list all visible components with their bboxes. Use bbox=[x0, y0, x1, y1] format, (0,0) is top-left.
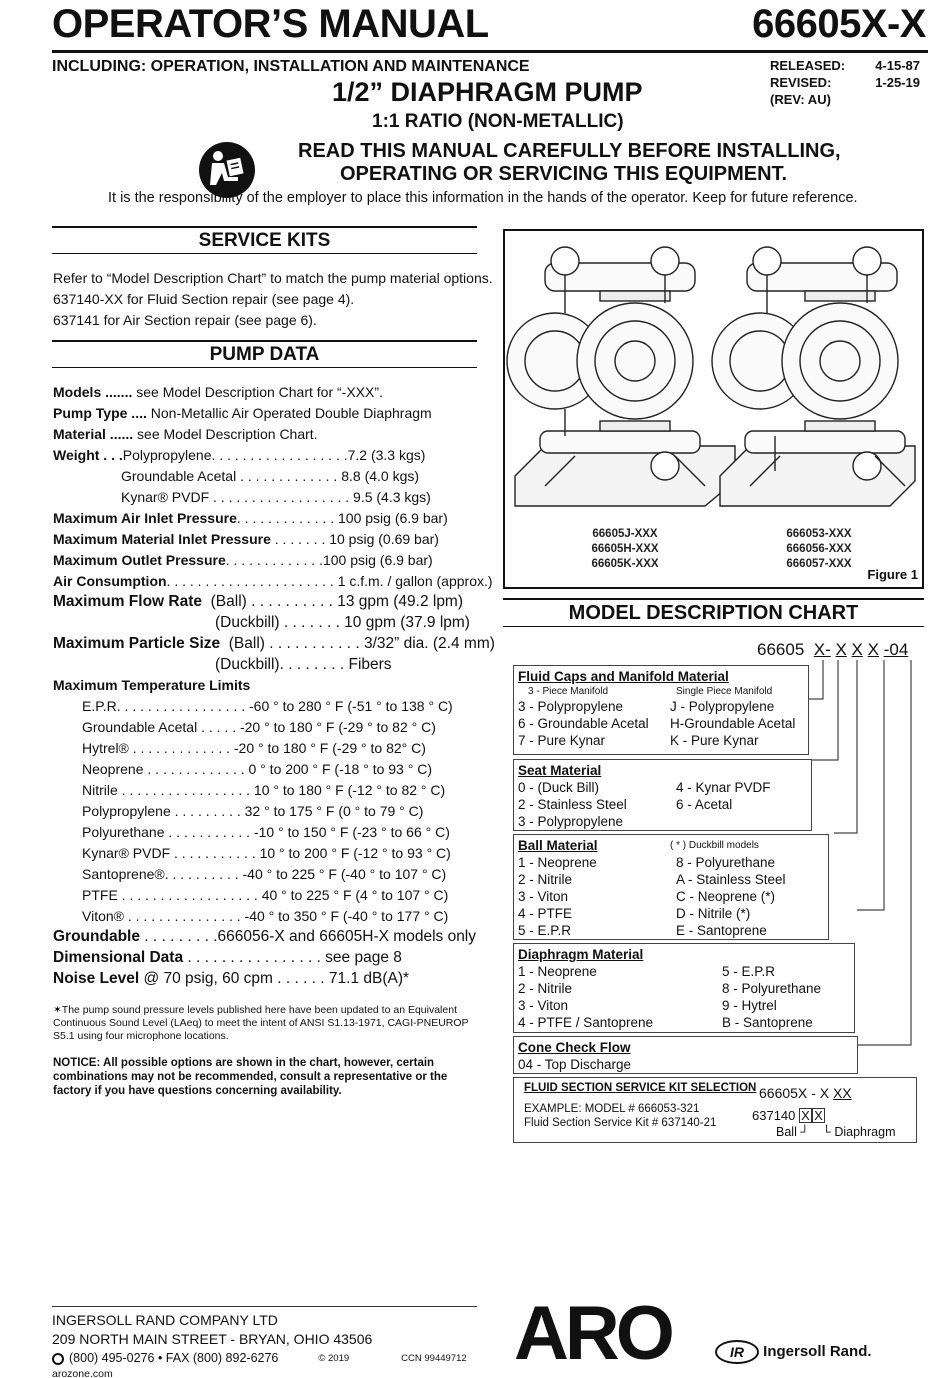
fluid-caps-box bbox=[513, 665, 809, 755]
temp-row-viton: Viton® . . . . . . . . . . . . . . . -40 ° to 350 ° F (-40 ° to 177 ° C) bbox=[82, 908, 449, 924]
temp-row-acetal: Groundable Acetal . . . . . -20 ° to 180 ° F (-29 ° to 82 ° C) bbox=[82, 719, 436, 735]
footer-street: 209 NORTH MAIN STREET - BRYAN, OHIO 43506 bbox=[52, 1331, 373, 1347]
ball-option: 3 - Viton bbox=[518, 889, 569, 904]
model-code: 66605X-X bbox=[752, 2, 926, 46]
revised-date: 1-25-19 bbox=[875, 75, 920, 90]
code-part-fluid: X- bbox=[813, 640, 831, 659]
seat-option: 2 - Stainless Steel bbox=[518, 797, 627, 812]
seat-option: 3 - Polypropylene bbox=[518, 814, 624, 829]
released-date: 4-15-87 bbox=[875, 58, 920, 73]
kit-diaphragm-label: └ Diaphragm bbox=[822, 1125, 896, 1139]
pd-groundable-value: . . . . . . . . .666056-X and 66605H-X models only bbox=[139, 928, 477, 945]
ball-option: 2 - Nitrile bbox=[518, 872, 573, 887]
revision: (REV: AU) bbox=[770, 92, 831, 107]
fluid-caps-sub-right: Single Piece Manifold bbox=[676, 686, 773, 697]
kit-ball-label: Ball ┘ bbox=[776, 1125, 810, 1139]
ingersoll-rand-logo bbox=[715, 1340, 872, 1364]
pd-air-consumption bbox=[53, 573, 493, 589]
fluid-cap-option: 3 - Polypropylene bbox=[518, 699, 624, 714]
pd-dimensional-label: Dimensional Data bbox=[53, 949, 184, 966]
fluid-cap-option: K - Pure Kynar bbox=[670, 733, 759, 748]
diaphragm-option: 4 - PTFE / Santoprene bbox=[518, 1015, 654, 1030]
revised-label: REVISED: bbox=[770, 75, 832, 90]
ball-option: 5 - E.P.R bbox=[518, 923, 572, 938]
ball-option: C - Neoprene (*) bbox=[676, 889, 776, 904]
kit-diaphragm-box: X bbox=[812, 1108, 825, 1123]
ingersoll-rand-text: Ingersoll Rand. bbox=[763, 1342, 872, 1360]
model-number: 666053-XXX bbox=[786, 528, 852, 540]
pd-material-label: Material bbox=[53, 426, 106, 442]
release-info bbox=[770, 57, 920, 108]
pd-particle-duckbill: (Duckbill). . . . . . . . Fibers bbox=[215, 656, 392, 673]
pd-max-air bbox=[53, 510, 448, 526]
code-part-diaphragm: X bbox=[867, 640, 879, 659]
kit-example: EXAMPLE: MODEL # 666053-321 bbox=[524, 1103, 700, 1115]
pd-flow-rate-label: Maximum Flow Rate bbox=[53, 593, 202, 610]
temp-row-ptfe: PTFE . . . . . . . . . . . . . . . . . . 40 ° to 225 ° F (4 ° to 107 ° C) bbox=[82, 887, 449, 903]
pd-type-dots: .... bbox=[127, 405, 151, 421]
ball-option: 4 - PTFE bbox=[518, 906, 573, 921]
pd-models-label: Models bbox=[53, 384, 102, 400]
diaphragm-material-title: Diaphragm Material bbox=[518, 947, 644, 962]
diaphragm-option: 8 - Polyurethane bbox=[722, 981, 822, 996]
pump-figure bbox=[503, 229, 924, 589]
pd-material bbox=[53, 426, 318, 442]
pd-air-consumption-label: Air Consumption bbox=[53, 573, 167, 589]
pd-particle-size bbox=[53, 635, 495, 653]
ball-option: 1 - Neoprene bbox=[518, 855, 597, 870]
temp-row-neoprene: Neoprene . . . . . . . . . . . . . 0 ° to 200 ° F (-18 ° to 93 ° C) bbox=[82, 761, 432, 777]
released-label: RELEASED: bbox=[770, 58, 846, 73]
pd-models-dots: ....... bbox=[101, 384, 137, 400]
pd-temp-heading bbox=[53, 677, 250, 693]
pd-material-dots: ...... bbox=[105, 426, 138, 442]
pd-weight-kynar: Kynar® PVDF . . . . . . . . . . . . . . . . . . 9.5 (4.3 kgs) bbox=[121, 489, 431, 505]
diaphragm-option: 5 - E.P.R bbox=[722, 964, 776, 979]
pd-max-outlet bbox=[53, 552, 433, 568]
kit-number bbox=[752, 1108, 825, 1123]
code-prefix: 66605 bbox=[757, 640, 805, 659]
kit-code-xx: XX bbox=[832, 1085, 852, 1101]
fluid-cap-option: J - Polypropylene bbox=[670, 699, 775, 714]
ball-option: 8 - Polyurethane bbox=[676, 855, 776, 870]
fluid-cap-option: 7 - Pure Kynar bbox=[518, 733, 606, 748]
kit-code-prefix: 66605X - X bbox=[759, 1085, 830, 1101]
seat-option: 0 - (Duck Bill) bbox=[518, 780, 600, 795]
pd-max-material bbox=[53, 531, 439, 547]
model-number: 66605J-XXX bbox=[592, 528, 658, 540]
model-number: 66605H-XXX bbox=[591, 543, 659, 555]
pump-data-heading: PUMP DATA bbox=[52, 340, 477, 368]
model-chart-heading: MODEL DESCRIPTION CHART bbox=[503, 598, 924, 627]
read-warning-line1: READ THIS MANUAL CAREFULLY BEFORE INSTALLING, bbox=[298, 140, 841, 162]
pd-dimensional-value: . . . . . . . . . . . . . . . . see page 8 bbox=[183, 949, 402, 966]
pd-weight-dots: . . . bbox=[99, 447, 123, 463]
pd-particle-label: Maximum Particle Size bbox=[53, 635, 221, 652]
footer-copyright: © 2019 bbox=[318, 1353, 350, 1364]
ball-option: E - Santoprene bbox=[676, 923, 767, 938]
ingersoll-rand-logo-icon: IR bbox=[715, 1340, 759, 1364]
kit-line: Fluid Section Service Kit # 637140-21 bbox=[524, 1117, 717, 1129]
pd-models-value: see Model Description Chart for “-XXX”. bbox=[136, 384, 383, 400]
temp-row-nitrile: Nitrile . . . . . . . . . . . . . . . . . 10 ° to 180 ° F (-12 ° to 82 ° C) bbox=[82, 782, 446, 798]
ball-material-box bbox=[513, 834, 829, 940]
footer-company: INGERSOLL RAND COMPANY LTD bbox=[52, 1312, 278, 1328]
kit-ball-text: Ball bbox=[776, 1125, 797, 1139]
right-model-list bbox=[759, 527, 879, 572]
temp-row-santoprene: Santoprene®. . . . . . . . . . -40 ° to 225 ° F (-40 ° to 107 ° C) bbox=[82, 866, 447, 882]
temp-row-kynar: Kynar® PVDF . . . . . . . . . . . 10 ° to 200 ° F (-12 ° to 93 ° C) bbox=[82, 845, 451, 861]
including-line: INCLUDING: OPERATION, INSTALLATION AND MAINTENANCE bbox=[52, 58, 530, 75]
temp-row-polypropylene: Polypropylene . . . . . . . . . 32 ° to 175 ° F (0 ° to 79 ° C) bbox=[82, 803, 424, 819]
seat-option: 6 - Acetal bbox=[676, 797, 733, 812]
seat-option: 4 - Kynar PVDF bbox=[676, 780, 771, 795]
footer-phone: (800) 495-0276 • FAX (800) 892-6276 bbox=[69, 1351, 279, 1365]
footer-web: arozone.com bbox=[52, 1368, 113, 1378]
pd-max-material-value: . . . . . . . 10 psig (0.69 bar) bbox=[270, 531, 439, 547]
responsibility-text: It is the responsibility of the employer to place this information in the hands of the operator. Keep for future reference. bbox=[108, 190, 858, 206]
pd-type-value: Non-Metallic Air Operated Double Diaphragm bbox=[150, 405, 432, 421]
kit-selection-title: FLUID SECTION SERVICE KIT SELECTION bbox=[524, 1082, 757, 1094]
diaphragm-option: 9 - Hytrel bbox=[722, 998, 777, 1013]
model-code-pattern bbox=[757, 640, 908, 660]
kit-diaphragm-text: Diaphragm bbox=[834, 1125, 896, 1139]
pd-weight bbox=[53, 447, 425, 463]
pd-groundable bbox=[53, 928, 476, 946]
pd-dimensional bbox=[53, 949, 402, 967]
figure-caption: Figure 1 bbox=[867, 567, 918, 582]
diaphragm-material-box bbox=[513, 943, 855, 1033]
ball-material-title: Ball Material bbox=[518, 838, 598, 853]
pd-weight-label: Weight bbox=[53, 447, 100, 463]
pd-particle-ball: (Ball) . . . . . . . . . . . 3/32” dia. (2.4 mm) bbox=[228, 635, 495, 652]
diaphragm-option: 2 - Nitrile bbox=[518, 981, 573, 996]
pd-weight-pp: Polypropylene. . . . . . . . . . . . . . . . . .7.2 (3.3 kgs) bbox=[122, 447, 426, 463]
cone-check-box bbox=[513, 1036, 858, 1074]
service-kit-line: 637140-XX for Fluid Section repair (see page 4). bbox=[53, 291, 355, 307]
pd-flow-rate bbox=[53, 593, 463, 611]
temp-row-polyurethane: Polyurethane . . . . . . . . . . . -10 ° to 150 ° F (-23 ° to 66 ° C) bbox=[82, 824, 450, 840]
model-number: 666056-XXX bbox=[786, 543, 852, 555]
code-part-ball: X bbox=[851, 640, 863, 659]
diaphragm-option: 1 - Neoprene bbox=[518, 964, 597, 979]
code-part-seat: X bbox=[835, 640, 847, 659]
header-rule bbox=[52, 50, 928, 53]
cone-check-value: 04 - Top Discharge bbox=[518, 1057, 632, 1072]
pd-temp-label: Maximum Temperature Limits bbox=[53, 677, 251, 693]
read-warning-line2: OPERATING OR SERVICING THIS EQUIPMENT. bbox=[340, 163, 788, 185]
pd-flow-ball: (Ball) . . . . . . . . . . 13 gpm (49.2 lpm) bbox=[210, 593, 464, 610]
pd-max-outlet-label: Maximum Outlet Pressure bbox=[53, 552, 226, 568]
footer-rule bbox=[52, 1306, 477, 1307]
pd-max-material-label: Maximum Material Inlet Pressure bbox=[53, 531, 271, 547]
pd-flow-duckbill: (Duckbill) . . . . . . . 10 gpm (37.9 lpm) bbox=[215, 614, 470, 631]
kit-ball-box: X bbox=[799, 1108, 812, 1123]
temp-row-epr: E.P.R. . . . . . . . . . . . . . . . . -60 ° to 280 ° F (-51 ° to 138 ° C) bbox=[82, 698, 453, 714]
pd-max-air-value: . . . . . . . . . . . . . 100 psig (6.9 bar) bbox=[236, 510, 448, 526]
footer-contact-row bbox=[52, 1349, 467, 1368]
fluid-cap-option: H-Groundable Acetal bbox=[670, 716, 796, 731]
pd-noise-label: Noise Level bbox=[53, 970, 140, 987]
notice-text: NOTICE: All possible options are shown in the chart, however, certain combinations may not be recommended, consult a representative or the factory if you have questions concerning availability. bbox=[53, 1057, 448, 1097]
fluid-cap-option: 6 - Groundable Acetal bbox=[518, 716, 649, 731]
pd-models bbox=[53, 384, 383, 400]
kit-prefix: 637140 bbox=[752, 1108, 796, 1123]
footer-address bbox=[52, 1311, 467, 1378]
kit-code bbox=[759, 1086, 852, 1101]
seat-material-box bbox=[513, 759, 812, 831]
pump-illustration bbox=[505, 231, 922, 521]
phone-icon bbox=[52, 1353, 64, 1365]
service-kit-line: 637141 for Air Section repair (see page 6). bbox=[53, 312, 317, 328]
sound-note: ✶The pump sound pressure levels published here have been updated to an Equivalent Continuous Sound Level (LAeq) to meet the intent of ANSI S1.13-1971, CAGI-PNEUROP S5.1 using four microphone locations. bbox=[53, 1004, 469, 1042]
service-kits-heading: SERVICE KITS bbox=[52, 226, 477, 254]
pump-ratio: 1:1 RATIO (NON-METALLIC) bbox=[372, 111, 624, 132]
temp-row-hytrel: Hytrel® . . . . . . . . . . . . . -20 ° to 180 ° F (-29 ° to 82° C) bbox=[82, 740, 426, 756]
footer-ccn: CCN 99449712 bbox=[401, 1353, 467, 1364]
diaphragm-option: 3 - Viton bbox=[518, 998, 569, 1013]
pd-noise bbox=[53, 970, 409, 988]
manual-title: OPERATOR’S MANUAL bbox=[52, 2, 489, 46]
left-model-list bbox=[565, 527, 685, 572]
pd-groundable-label: Groundable bbox=[53, 928, 140, 945]
cone-check-title: Cone Check Flow bbox=[518, 1040, 631, 1055]
service-kit-selection-box bbox=[513, 1077, 917, 1143]
fluid-caps-title: Fluid Caps and Manifold Material bbox=[518, 669, 729, 684]
code-part-cone: -04 bbox=[883, 640, 909, 659]
seat-material-title: Seat Material bbox=[518, 763, 602, 778]
service-kit-line: Refer to “Model Description Chart” to match the pump material options. bbox=[53, 270, 493, 286]
pd-max-air-label: Maximum Air Inlet Pressure bbox=[53, 510, 237, 526]
pump-title: 1/2” DIAPHRAGM PUMP bbox=[332, 77, 643, 107]
pd-type-label: Pump Type bbox=[53, 405, 128, 421]
pd-type bbox=[53, 405, 432, 421]
ball-duckbill-note: ( * ) Duckbill models bbox=[670, 840, 759, 851]
ball-option: D - Nitrile (*) bbox=[676, 906, 751, 921]
pd-max-outlet-value: . . . . . . . . . . . . .100 psig (6.9 bar) bbox=[225, 552, 433, 568]
pd-weight-acetal: Groundable Acetal . . . . . . . . . . . . . 8.8 (4.0 kgs) bbox=[121, 468, 420, 484]
service-kits-text bbox=[53, 268, 493, 331]
pd-noise-value: @ 70 psig, 60 cpm . . . . . . 71.1 dB(A)* bbox=[139, 970, 410, 987]
model-number: 66605K-XXX bbox=[591, 558, 659, 570]
fluid-caps-sub-left: 3 - Piece Manifold bbox=[528, 686, 609, 697]
model-number: 666057-XXX bbox=[786, 558, 852, 570]
pd-air-consumption-value: . . . . . . . . . . . . . . . . . . . . . . 1 c.f.m. / gallon (approx.) bbox=[166, 573, 493, 589]
aro-logo: ARO bbox=[514, 1291, 671, 1376]
pd-material-value: see Model Description Chart. bbox=[137, 426, 318, 442]
ball-option: A - Stainless Steel bbox=[676, 872, 786, 887]
diaphragm-option: B - Santoprene bbox=[722, 1015, 813, 1030]
